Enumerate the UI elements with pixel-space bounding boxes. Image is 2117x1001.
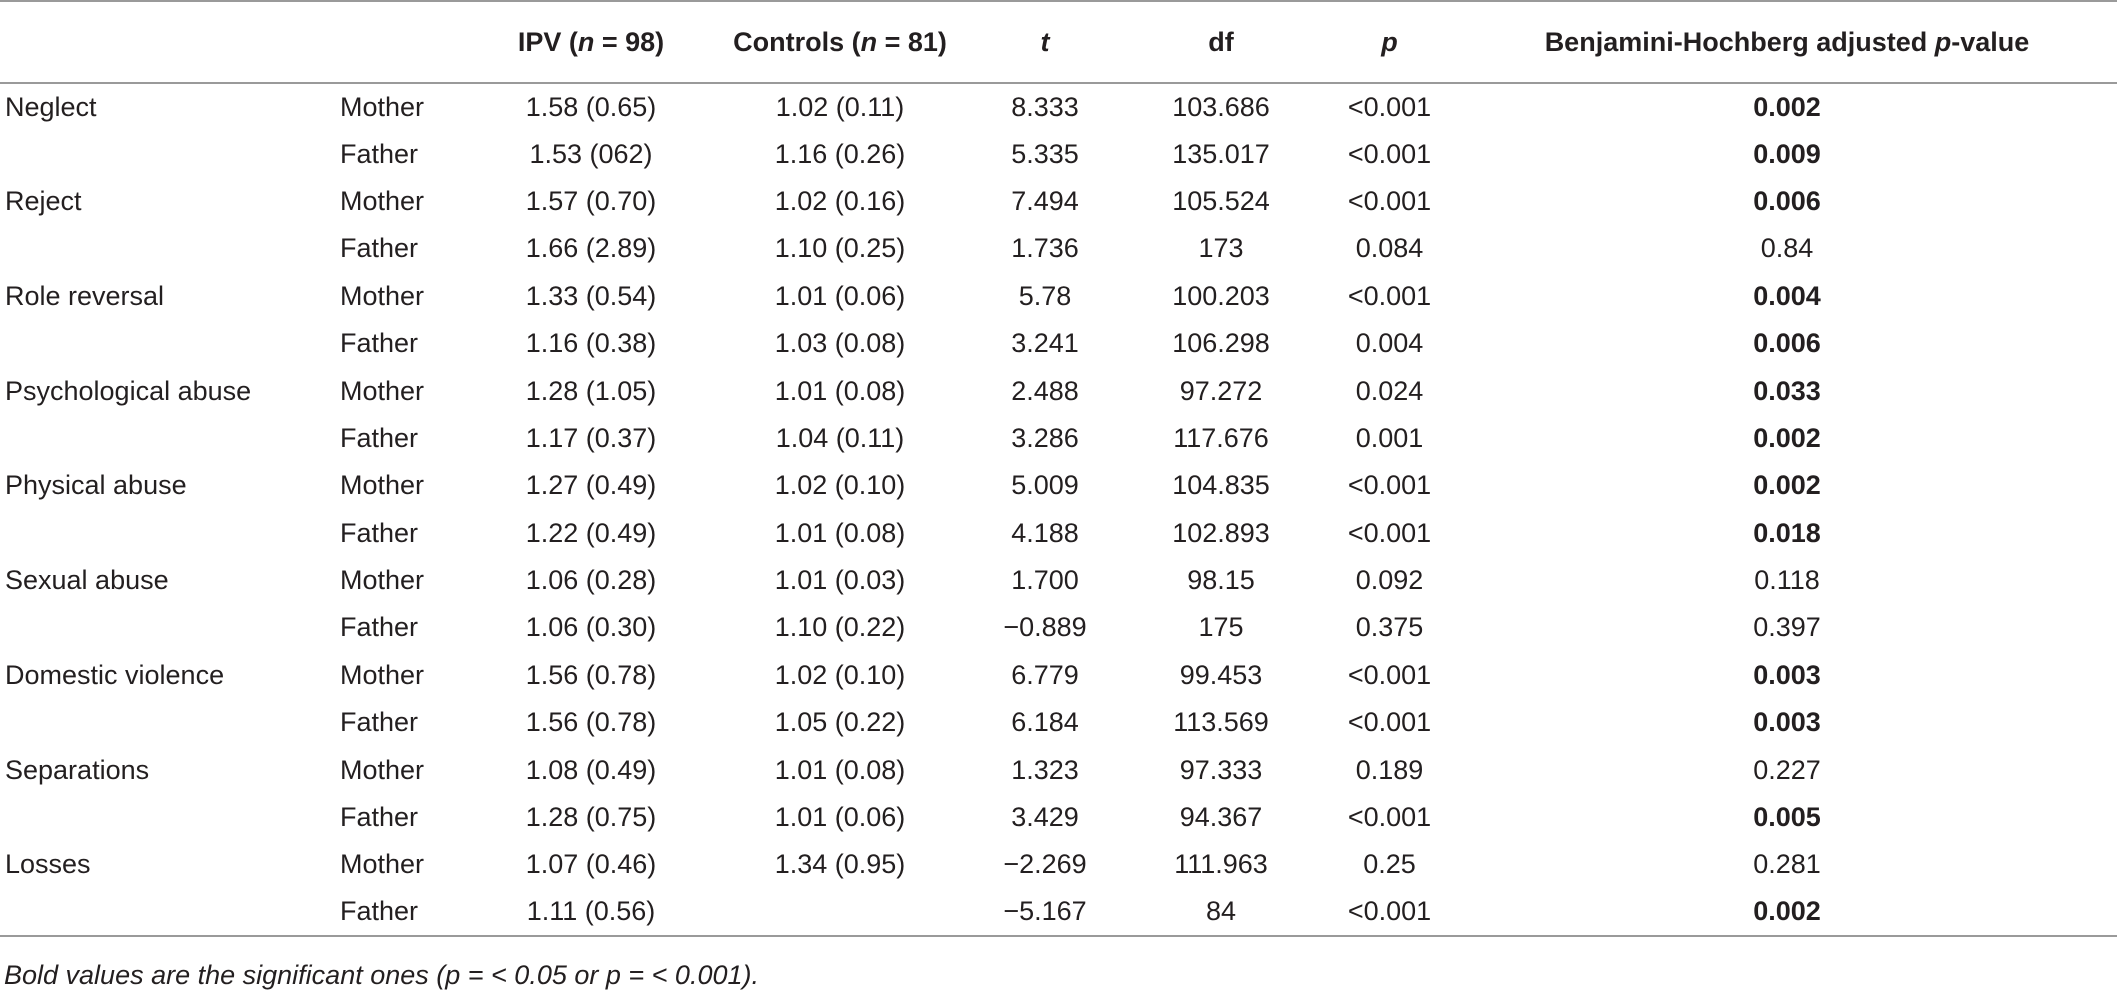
cell-parent: Father <box>340 517 419 548</box>
cell-df: 117.676 <box>1173 422 1269 453</box>
cell-t: −2.269 <box>1003 849 1087 880</box>
cell-p: <0.001 <box>1347 280 1432 311</box>
cell-p: <0.001 <box>1347 707 1432 738</box>
cell-bh-adjusted: 0.004 <box>1753 280 1821 311</box>
header-ipv <box>472 1 710 83</box>
cell-t: 8.333 <box>1011 91 1079 122</box>
header-p-label: p <box>1381 26 1398 57</box>
cell-df: 104.835 <box>1172 470 1270 501</box>
cell-category <box>0 415 332 462</box>
cell-category <box>0 320 332 367</box>
cell-category <box>0 794 332 841</box>
cell-category <box>0 130 332 177</box>
cell-parent: Mother <box>340 849 425 880</box>
cell-p: 0.024 <box>1355 375 1424 406</box>
header-parent <box>332 1 472 83</box>
cell-parent: Father <box>332 889 472 936</box>
cell-category: Physical abuse <box>5 470 187 501</box>
header-ipv-post: = 98) <box>594 26 665 57</box>
cell-controls: 1.03 (0.08) <box>774 328 906 359</box>
cell-category: Neglect <box>5 91 97 122</box>
cell-bh-adjusted: 0.006 <box>1753 328 1821 359</box>
cell-ipv: 1.27 (0.49) <box>525 470 657 501</box>
cell-df: 106.298 <box>1172 328 1270 359</box>
cell-df: 103.686 <box>1172 91 1270 122</box>
cell-category: Reject <box>5 185 82 216</box>
header-t <box>970 1 1120 83</box>
cell-controls: 1.02 (0.10) <box>774 659 906 690</box>
cell-ipv: 1.28 (1.05) <box>525 375 657 406</box>
header-controls <box>710 1 970 83</box>
cell-t: 2.488 <box>1011 375 1079 406</box>
table-body <box>0 83 2117 936</box>
cell-bh-adjusted: 0.227 <box>1753 754 1821 785</box>
cell-category: Psychological abuse <box>5 375 252 406</box>
cell-df: 111.963 <box>1174 849 1268 880</box>
cell-parent: Mother <box>340 565 425 596</box>
cell-p: 0.092 <box>1355 565 1424 596</box>
cell-controls: 1.05 (0.22) <box>774 707 906 738</box>
header-df: df <box>1120 1 1322 83</box>
cell-bh-adjusted: 0.002 <box>1753 470 1821 501</box>
cell-df: 99.453 <box>1179 659 1263 690</box>
header-category <box>0 1 332 83</box>
cell-category <box>0 225 332 272</box>
table-row <box>0 462 2117 509</box>
cell-ipv: 1.16 (0.38) <box>525 328 657 359</box>
cell-category <box>0 604 332 651</box>
cell-ipv: 1.08 (0.49) <box>525 754 657 785</box>
table-row <box>0 83 2117 130</box>
cell-ipv: 1.11 (0.56) <box>472 889 710 936</box>
header-controls-pre: Controls ( <box>733 26 861 57</box>
cell-parent: Mother <box>340 754 425 785</box>
table-row <box>0 889 2117 936</box>
cell-t: 1.700 <box>1011 565 1079 596</box>
table-row <box>0 652 2117 699</box>
cell-category: Role reversal <box>5 280 165 311</box>
cell-ipv: 1.06 (0.28) <box>525 565 657 596</box>
cell-bh-adjusted: 0.002 <box>1753 91 1821 122</box>
cell-ipv: 1.07 (0.46) <box>525 849 657 880</box>
cell-ipv: 1.22 (0.49) <box>525 517 657 548</box>
table-row <box>0 320 2117 367</box>
header-row <box>0 1 2117 83</box>
cell-controls: 1.02 (0.11) <box>775 91 905 122</box>
cell-controls: 1.16 (0.26) <box>774 138 906 169</box>
cell-parent: Father <box>340 612 419 643</box>
cell-category: Separations <box>5 754 150 785</box>
cell-bh-adjusted: 0.003 <box>1753 707 1821 738</box>
header-p <box>1322 1 1457 83</box>
cell-parent: Father <box>340 328 419 359</box>
cell-controls: 1.01 (0.03) <box>774 565 906 596</box>
cell-category <box>0 510 332 557</box>
cell-df: 94.367 <box>1179 802 1263 833</box>
cell-t: 1.736 <box>1011 233 1079 264</box>
cell-ipv: 1.06 (0.30) <box>525 612 657 643</box>
table-row <box>0 225 2117 272</box>
cell-t: 7.494 <box>1011 185 1079 216</box>
table-row <box>0 841 2117 888</box>
cell-ipv: 1.58 (0.65) <box>525 91 657 122</box>
cell-parent: Mother <box>340 185 425 216</box>
cell-controls: 1.10 (0.25) <box>774 233 906 264</box>
cell-p: 0.004 <box>1355 328 1424 359</box>
cell-ipv: 1.33 (0.54) <box>525 280 657 311</box>
table-footnote: Bold values are the significant ones (p = < 0.05 or p = < 0.001). <box>4 960 759 990</box>
cell-category <box>0 699 332 746</box>
cell-p: <0.001 <box>1347 91 1432 122</box>
cell-bh-adjusted: 0.118 <box>1754 565 1820 596</box>
cell-df: 84 <box>1120 889 1322 936</box>
cell-t: 3.241 <box>1011 328 1079 359</box>
cell-ipv: 1.57 (0.70) <box>525 185 657 216</box>
table-row <box>0 415 2117 462</box>
cell-parent: Mother <box>340 375 425 406</box>
header-controls-post: = 81) <box>877 26 947 57</box>
cell-p: <0.001 <box>1347 659 1432 690</box>
cell-parent: Father <box>340 422 419 453</box>
cell-bh-adjusted: 0.002 <box>1457 889 2117 936</box>
cell-bh-adjusted: 0.003 <box>1753 659 1821 690</box>
cell-controls: 1.01 (0.06) <box>774 280 906 311</box>
cell-parent: Father <box>340 802 419 833</box>
table-row <box>0 746 2117 793</box>
cell-ipv: 1.56 (0.78) <box>525 659 657 690</box>
cell-controls: 1.01 (0.08) <box>774 517 906 548</box>
table-row <box>0 604 2117 651</box>
cell-df: 173 <box>1198 233 1244 264</box>
header-bh-p: p <box>1934 26 1952 57</box>
cell-df: 113.569 <box>1173 707 1269 738</box>
cell-controls: 1.02 (0.16) <box>774 185 906 216</box>
cell-controls: 1.04 (0.11) <box>775 422 905 453</box>
cell-parent: Father <box>340 233 419 264</box>
cell-parent: Mother <box>340 659 425 690</box>
cell-category: Losses <box>5 849 91 880</box>
cell-ipv: 1.56 (0.78) <box>525 707 657 738</box>
cell-controls: 1.01 (0.08) <box>774 375 906 406</box>
cell-bh-adjusted: 0.84 <box>1760 233 1814 264</box>
cell-bh-adjusted: 0.018 <box>1753 517 1821 548</box>
cell-t: 6.779 <box>1011 659 1079 690</box>
cell-bh-adjusted: 0.006 <box>1753 185 1821 216</box>
cell-p: <0.001 <box>1347 185 1432 216</box>
header-bh-adjusted <box>1457 1 2117 83</box>
header-ipv-n: n <box>577 26 595 57</box>
table-row <box>0 273 2117 320</box>
header-ipv-pre: IPV ( <box>517 26 578 57</box>
cell-controls: 1.34 (0.95) <box>774 849 906 880</box>
table-row <box>0 557 2117 604</box>
table-row <box>0 367 2117 414</box>
cell-t: 1.323 <box>1011 754 1079 785</box>
table-row <box>0 794 2117 841</box>
table-row <box>0 178 2117 225</box>
cell-bh-adjusted: 0.005 <box>1753 802 1821 833</box>
cell-controls: 1.02 (0.10) <box>774 470 906 501</box>
cell-t: 6.184 <box>1011 707 1079 738</box>
cell-df: 135.017 <box>1172 138 1270 169</box>
cell-p: 0.25 <box>1363 849 1416 880</box>
cell-p: <0.001 <box>1347 802 1432 833</box>
cell-parent: Mother <box>340 91 425 122</box>
cell-t: 5.335 <box>1011 138 1079 169</box>
cell-bh-adjusted: 0.033 <box>1753 375 1821 406</box>
cell-df: 175 <box>1198 612 1244 643</box>
cell-p: 0.084 <box>1355 233 1424 264</box>
cell-parent: Father <box>340 707 419 738</box>
cell-df: 97.272 <box>1179 375 1263 406</box>
header-t-label: t <box>1040 26 1050 57</box>
cell-bh-adjusted: 0.009 <box>1753 138 1821 169</box>
cell-controls <box>710 889 970 936</box>
cell-t: 3.286 <box>1011 422 1079 453</box>
table-row <box>0 130 2117 177</box>
table-row <box>0 699 2117 746</box>
header-bh-pre: Benjamini-Hochberg adjusted <box>1544 26 1935 57</box>
cell-parent: Mother <box>340 470 425 501</box>
cell-df: 97.333 <box>1179 754 1263 785</box>
cell-t: −5.167 <box>970 889 1120 936</box>
cell-parent: Father <box>340 138 419 169</box>
cell-p: <0.001 <box>1322 889 1457 936</box>
cell-bh-adjusted: 0.281 <box>1753 849 1821 880</box>
cell-p: 0.189 <box>1355 754 1424 785</box>
cell-t: 3.429 <box>1011 802 1079 833</box>
cell-p: 0.001 <box>1355 422 1424 453</box>
cell-ipv: 1.66 (2.89) <box>525 233 657 264</box>
cell-df: 98.15 <box>1187 565 1255 596</box>
cell-bh-adjusted: 0.002 <box>1753 422 1821 453</box>
table-row <box>0 510 2117 557</box>
cell-t: 5.78 <box>1018 280 1072 311</box>
cell-t: 4.188 <box>1011 517 1079 548</box>
cell-controls: 1.01 (0.08) <box>774 754 906 785</box>
cell-category: Domestic violence <box>5 659 225 690</box>
header-controls-n: n <box>860 26 878 57</box>
cell-p: 0.375 <box>1355 612 1424 643</box>
cell-bh-adjusted: 0.397 <box>1753 612 1821 643</box>
cell-df: 102.893 <box>1172 517 1270 548</box>
header-bh-post: -value <box>1951 26 2030 57</box>
cell-t: −0.889 <box>1003 612 1087 643</box>
cell-controls: 1.10 (0.22) <box>774 612 906 643</box>
cell-ipv: 1.53 (062) <box>529 138 653 169</box>
cell-ipv: 1.17 (0.37) <box>525 422 657 453</box>
cell-df: 100.203 <box>1172 280 1270 311</box>
cell-t: 5.009 <box>1011 470 1079 501</box>
cell-p: <0.001 <box>1347 517 1432 548</box>
cell-p: <0.001 <box>1347 138 1432 169</box>
cell-p: <0.001 <box>1347 470 1432 501</box>
cell-category: Sexual abuse <box>5 565 169 596</box>
cell-ipv: 1.28 (0.75) <box>525 802 657 833</box>
cell-parent: Mother <box>340 280 425 311</box>
cell-category <box>0 889 332 936</box>
table-header <box>0 1 2117 83</box>
cell-controls: 1.01 (0.06) <box>774 802 906 833</box>
cell-df: 105.524 <box>1172 185 1270 216</box>
